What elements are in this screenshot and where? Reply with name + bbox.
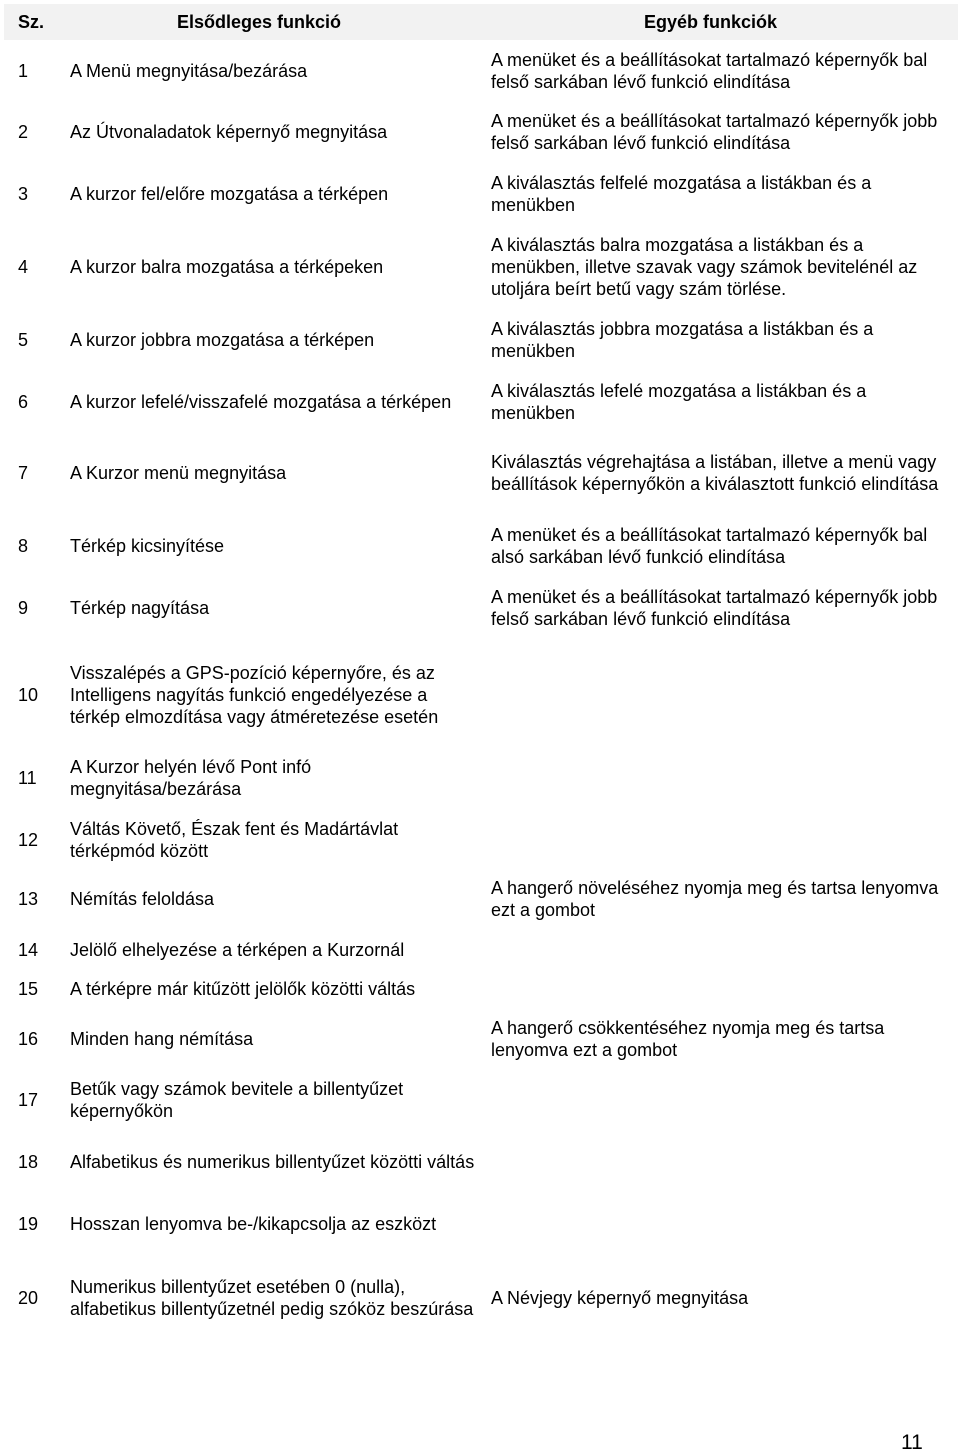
row-number: 4 bbox=[18, 257, 29, 277]
table-row bbox=[0, 227, 960, 307]
primary-function: A kurzor fel/előre mozgatása a térképen bbox=[70, 184, 389, 204]
primary-function: Betűk vagy számok bevitele a billentyűzet képernyőkön bbox=[70, 1079, 404, 1121]
table-row bbox=[0, 1134, 960, 1190]
primary-function: Váltás Követő, Észak fent és Madártávlat térképmód között bbox=[70, 819, 399, 861]
row-number: 17 bbox=[18, 1090, 39, 1110]
header-primary-function: Elsődleges funkció bbox=[177, 12, 342, 32]
row-number: 13 bbox=[18, 889, 39, 909]
primary-function: A kurzor balra mozgatása a térképeken bbox=[70, 257, 384, 277]
primary-function: Hosszan lenyomva be-/kikapcsolja az eszközt bbox=[70, 1214, 437, 1234]
other-function: A kiválasztás lefelé mozgatása a listákban és a menükben bbox=[491, 381, 867, 423]
row-number: 18 bbox=[18, 1152, 39, 1172]
table-row bbox=[0, 42, 960, 100]
row-number: 11 bbox=[18, 768, 37, 788]
table-row bbox=[0, 578, 960, 638]
row-number: 8 bbox=[18, 536, 29, 556]
row-number: 20 bbox=[18, 1288, 39, 1308]
other-function: A menüket és a beállításokat tartalmazó képernyők jobb felső sarkában lévő funkció elindítása bbox=[491, 587, 938, 629]
table-row bbox=[0, 102, 960, 162]
table-row bbox=[0, 165, 960, 223]
primary-function: A Kurzor menü megnyitása bbox=[70, 463, 287, 483]
primary-function: A Menü megnyitása/bezárása bbox=[70, 61, 308, 81]
primary-function: Térkép kicsinyítése bbox=[70, 536, 225, 556]
table-row bbox=[0, 1072, 960, 1128]
primary-function: A kurzor jobbra mozgatása a térképen bbox=[70, 330, 375, 350]
row-number: 6 bbox=[18, 392, 29, 412]
table-row bbox=[0, 870, 960, 928]
table-row bbox=[0, 1194, 960, 1254]
primary-function: A kurzor lefelé/visszafelé mozgatása a térképen bbox=[70, 392, 452, 412]
table-row bbox=[0, 1010, 960, 1068]
row-number: 16 bbox=[18, 1029, 39, 1049]
primary-function: A térképre már kitűzött jelölők közötti váltás bbox=[70, 979, 416, 999]
other-function: A menüket és a beállításokat tartalmazó képernyők jobb felső sarkában lévő funkció elindítása bbox=[491, 111, 938, 153]
primary-function: Visszalépés a GPS-pozíció képernyőre, és az Intelligens nagyítás funkció engedélyezése a térkép elmozdítása vagy átméretezése esetén bbox=[70, 663, 439, 727]
primary-function: A Kurzor helyén lévő Pont infó megnyitása/bezárása bbox=[70, 757, 312, 799]
row-number: 9 bbox=[18, 598, 29, 618]
primary-function: Minden hang némítása bbox=[70, 1029, 254, 1049]
row-number: 7 bbox=[18, 463, 29, 483]
other-function: Kiválasztás végrehajtása a listában, illetve a menü vagy beállítások képernyőkön a kiválasztott funkció elindítása bbox=[491, 452, 939, 494]
other-function: A hangerő növeléséhez nyomja meg és tartsa lenyomva ezt a gombot bbox=[491, 878, 939, 920]
table-row bbox=[0, 516, 960, 576]
row-number: 1 bbox=[18, 61, 29, 81]
row-number: 15 bbox=[18, 979, 39, 999]
table-row bbox=[0, 434, 960, 512]
table-header bbox=[4, 4, 958, 40]
row-number: 12 bbox=[18, 830, 39, 850]
other-function: A kiválasztás balra mozgatása a listákban és a menükben, illetve szavak vagy számok bevitelénél az utoljára beírt betű vagy szám törlése. bbox=[491, 235, 918, 299]
row-number: 19 bbox=[18, 1214, 39, 1234]
other-function: A Névjegy képernyő megnyitása bbox=[491, 1288, 749, 1308]
other-function: A hangerő csökkentéséhez nyomja meg és tartsa lenyomva ezt a gombot bbox=[491, 1018, 885, 1060]
row-number: 3 bbox=[18, 184, 29, 204]
table-row bbox=[0, 1257, 960, 1339]
table-row bbox=[0, 812, 960, 868]
other-function: A kiválasztás felfelé mozgatása a listákban és a menükben bbox=[491, 173, 872, 215]
row-number: 5 bbox=[18, 330, 29, 350]
primary-function: Numerikus billentyűzet esetében 0 (nulla), alfabetikus billentyűzetnél pedig szóköz beszúrása bbox=[70, 1277, 474, 1319]
other-function: A kiválasztás jobbra mozgatása a listákban és a menükben bbox=[491, 319, 874, 361]
table-row bbox=[0, 970, 960, 1008]
other-function: A menüket és a beállításokat tartalmazó képernyők bal alsó sarkában lévő funkció elindítása bbox=[491, 525, 928, 567]
primary-function: Jelölő elhelyezése a térképen a Kurzornál bbox=[70, 940, 405, 960]
primary-function: Némítás feloldása bbox=[70, 889, 215, 909]
primary-function: Alfabetikus és numerikus billentyűzet közötti váltás bbox=[70, 1152, 475, 1172]
table-row bbox=[0, 932, 960, 968]
header-number: Sz. bbox=[18, 12, 45, 32]
other-function: A menüket és a beállításokat tartalmazó képernyők bal felső sarkában lévő funkció elindítása bbox=[491, 50, 928, 92]
row-number: 10 bbox=[18, 685, 39, 705]
row-number: 14 bbox=[18, 940, 39, 960]
row-number: 2 bbox=[18, 122, 29, 142]
header-other-functions: Egyéb funkciók bbox=[644, 12, 778, 32]
primary-function: Térkép nagyítása bbox=[70, 598, 210, 618]
page-number: 11 bbox=[901, 1431, 923, 1454]
table-row bbox=[0, 372, 960, 432]
table-row bbox=[0, 640, 960, 750]
primary-function: Az Útvonaladatok képernyő megnyitása bbox=[70, 122, 388, 142]
table-row bbox=[0, 752, 960, 804]
table-row bbox=[0, 310, 960, 370]
